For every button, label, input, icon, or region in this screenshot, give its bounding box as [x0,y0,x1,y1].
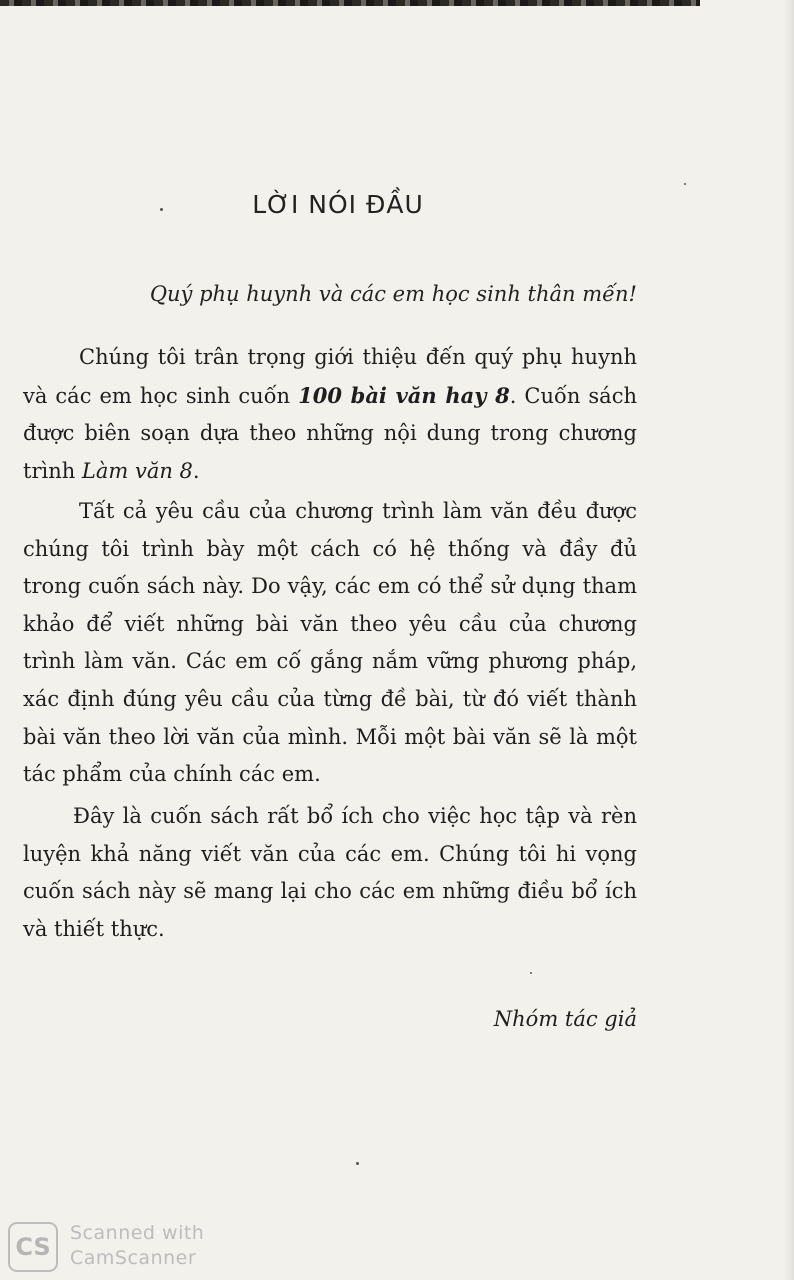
intro-text-before: Chúng tôi trân trọng giới thiệu đến quý phụ huynh và các em học sinh cuốn [23,345,637,408]
page-heading: LỜI NÓI ĐẦU [252,190,424,219]
watermark-line-1: Scanned with [70,1222,205,1244]
book-title: 100 bài văn hay 8 [298,382,510,408]
body-paragraph: Tất cả yêu cầu của chương trình làm văn đều được chúng tôi trình bày một cách có hệ thống và đầy đủ trong cuốn sách này. Do vậy, các em có thể sử dụng tham khảo để viết những bài văn theo yêu cầu của chương trình làm văn. Các em cố gắng nắm vững phương pháp, xác định đúng yêu cầu của từng đề bài, từ đó viết thành bài văn theo lời văn của mình. Mỗi một bài văn sẽ là một tác phẩm của chính các em. [23,499,637,787]
intro-text-middle: . Cuốn sách được biên soạn dựa theo những nội dung trong chương trình [23,383,637,483]
scan-speck [530,972,532,974]
watermark-line-2: CamScanner [70,1247,197,1269]
camscanner-logo-icon: CS [8,1222,58,1272]
intro-paragraph [23,339,637,490]
intro-text-after: . [192,458,200,483]
greeting: Quý phụ huynh và các em học sinh thân mến! [149,282,637,306]
page-right-shadow [784,0,794,1280]
scan-speck [684,183,686,185]
camscanner-watermark [70,1221,204,1271]
page-top-edge [0,0,700,6]
program-name: Làm văn 8 [81,458,193,483]
closing-paragraph: Đây là cuốn sách rất bổ ích cho việc học tập và rèn luyện khả năng viết văn của các em. Chúng tôi hi vọng cuốn sách này sẽ mang lại cho các em những điều bổ ích và thiết thực. [23,804,637,941]
signature: Nhóm tác giả [493,1007,637,1031]
scan-speck [356,1162,359,1165]
